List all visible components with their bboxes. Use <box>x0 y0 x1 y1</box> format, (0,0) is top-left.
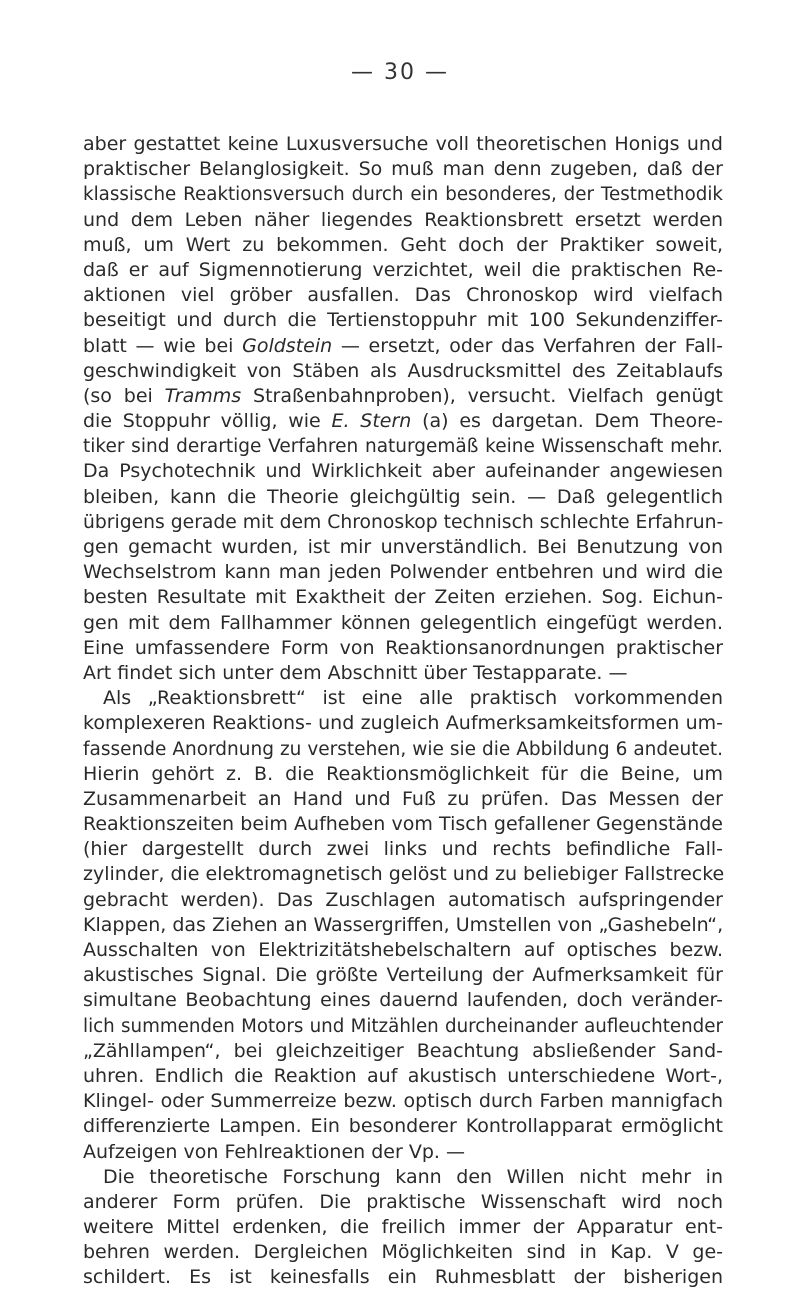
text-line: beseitigt und durch die Tertienstoppuhr mit 100 Sekundenziffer- <box>83 309 723 332</box>
body-text <box>83 132 723 1291</box>
text-line: aber gestattet keine Luxusversuche voll theoretischen Honigs und <box>83 133 723 155</box>
text-line <box>83 334 723 359</box>
text-segment: (a) es dargetan. Dem Theore- <box>411 410 724 433</box>
text-line: lich summenden Motors und Mitzählen durcheinander aufleuchtender <box>83 1015 723 1037</box>
text-line: tiker sind derartige Verfahren naturgemäß keine Wissenschaft mehr. <box>83 436 723 458</box>
text-line: bleiben, kann die Theorie gleichgültig sein. — Daß gelegentlich <box>83 485 723 508</box>
text-line: Aufzeigen von Fehlreaktionen der Vp. — <box>83 1140 465 1163</box>
text-segment: blatt — wie bei <box>83 334 243 357</box>
text-line: uhren. Endlich die Reaktion auf akustisch unterschiedene Wort-, <box>83 1064 723 1087</box>
text-line: simultane Beobachtung eines dauernd laufenden, doch veränder- <box>83 989 723 1012</box>
text-line: besten Resultate mit Exaktheit der Zeiten erziehen. Sog. Eichun- <box>83 586 723 609</box>
text-line: behren werden. Dergleichen Möglichkeiten sind in Kap. V ge- <box>83 1241 723 1264</box>
text-line: akustisches Signal. Die größte Verteilung der Aufmerksamkeit für <box>83 964 723 987</box>
author-name: E. Stern <box>331 410 412 433</box>
text-line: Art findet sich unter dem Abschnitt über Testapparate. — <box>83 661 628 684</box>
text-line: Ausschalten von Elektrizitätshebelschaltern auf optisches bezw. <box>83 939 723 961</box>
text-line <box>83 409 723 434</box>
text-line: weitere Mittel erdenken, die freilich immer der Apparatur ent- <box>83 1216 723 1239</box>
text-line: Klappen, das Ziehen an Wassergriffen, Umstellen von „Gashebeln“, <box>83 913 724 936</box>
text-line: differenzierte Lampen. Ein besonderer Kontrollapparat ermöglicht <box>83 1115 723 1138</box>
text-line: fassende Anordnung zu verstehen, wie sie die Abbildung 6 andeutet. <box>83 738 723 760</box>
text-segment: — ersetzt, oder das Verfahren der Fall- <box>332 334 723 357</box>
text-line: Die theoretische Forschung kann den Willen nicht mehr in <box>103 1165 723 1188</box>
text-line: und dem Leben näher liegendes Reaktionsbrett ersetzt werden <box>83 208 723 231</box>
text-segment: Straßenbahnproben), versucht. Vielfach genügt <box>241 384 724 407</box>
text-segment: (so bei <box>83 384 165 407</box>
text-line: daß er auf Sigmennotierung verzichtet, weil die praktischen Re- <box>83 258 723 281</box>
text-line: „Zähllampen“, bei gleichzeitiger Beachtung absließender Sand- <box>83 1039 723 1062</box>
text-line: klassische Reaktionsversuch durch ein besonderes, der Testmethodik <box>83 184 723 206</box>
text-line: Reaktionszeiten beim Aufheben vom Tisch gefallener Gegenstände <box>83 813 723 836</box>
text-line: komplexeren Reaktions- und zugleich Aufmerksamkeitsformen um- <box>83 712 723 735</box>
text-line: praktischer Belanglosigkeit. So muß man denn zugeben, daß der <box>83 158 723 181</box>
text-line: Da Psychotechnik und Wirklichkeit aber aufeinander angewiesen <box>83 460 723 483</box>
page-number: — 30 — <box>351 60 449 85</box>
text-line: Eine umfassendere Form von Reaktionsanordnungen praktischer <box>83 636 723 659</box>
text-line: schildert. Es ist keinesfalls ein Ruhmesblatt der bisherigen <box>83 1266 723 1289</box>
text-line: anderer Form prüfen. Die praktische Wissenschaft wird noch <box>83 1190 723 1213</box>
text-line: (hier dargestellt durch zwei links und rechts befindliche Fall- <box>83 838 723 861</box>
text-line: gebracht werden). Das Zuschlagen automatisch aufspringender <box>83 888 723 911</box>
text-line: übrigens gerade mit dem Chronoskop technisch schlechte Erfahrun- <box>83 511 724 533</box>
text-line: Zusammenarbeit an Hand und Fuß zu prüfen. Das Messen der <box>83 787 723 810</box>
text-line: gen gemacht wurden, ist mir unverständlich. Bei Benutzung von <box>83 536 723 558</box>
text-line: gen mit dem Fallhammer können gelegentlich eingefügt werden. <box>83 611 723 634</box>
text-line: aktionen viel gröber ausfallen. Das Chronoskop wird vielfach <box>83 284 723 307</box>
text-line <box>83 384 723 409</box>
text-line: zylinder, die elektromagnetisch gelöst und zu beliebiger Fallstrecke <box>83 863 725 886</box>
text-line: Wechselstrom kann man jeden Polwender entbehren und wird die <box>83 561 723 584</box>
text-line: geschwindigkeit von Stäben als Ausdrucksmittel des Zeitablaufs <box>83 359 723 382</box>
author-name: Goldstein <box>242 334 333 357</box>
text-line: Hierin gehört z. B. die Reaktionsmöglichkeit für die Beine, um <box>83 762 723 785</box>
text-line: Als „Reaktionsbrett“ ist eine alle praktisch vorkommenden <box>103 687 723 710</box>
author-name: Tramms <box>164 384 242 407</box>
text-line: Klingel- oder Summerreize bezw. optisch durch Farben mannigfach <box>83 1090 723 1113</box>
text-segment: die Stoppuhr völlig, wie <box>83 410 332 433</box>
text-line: muß, um Wert zu bekommen. Geht doch der Praktiker soweit, <box>83 233 723 256</box>
